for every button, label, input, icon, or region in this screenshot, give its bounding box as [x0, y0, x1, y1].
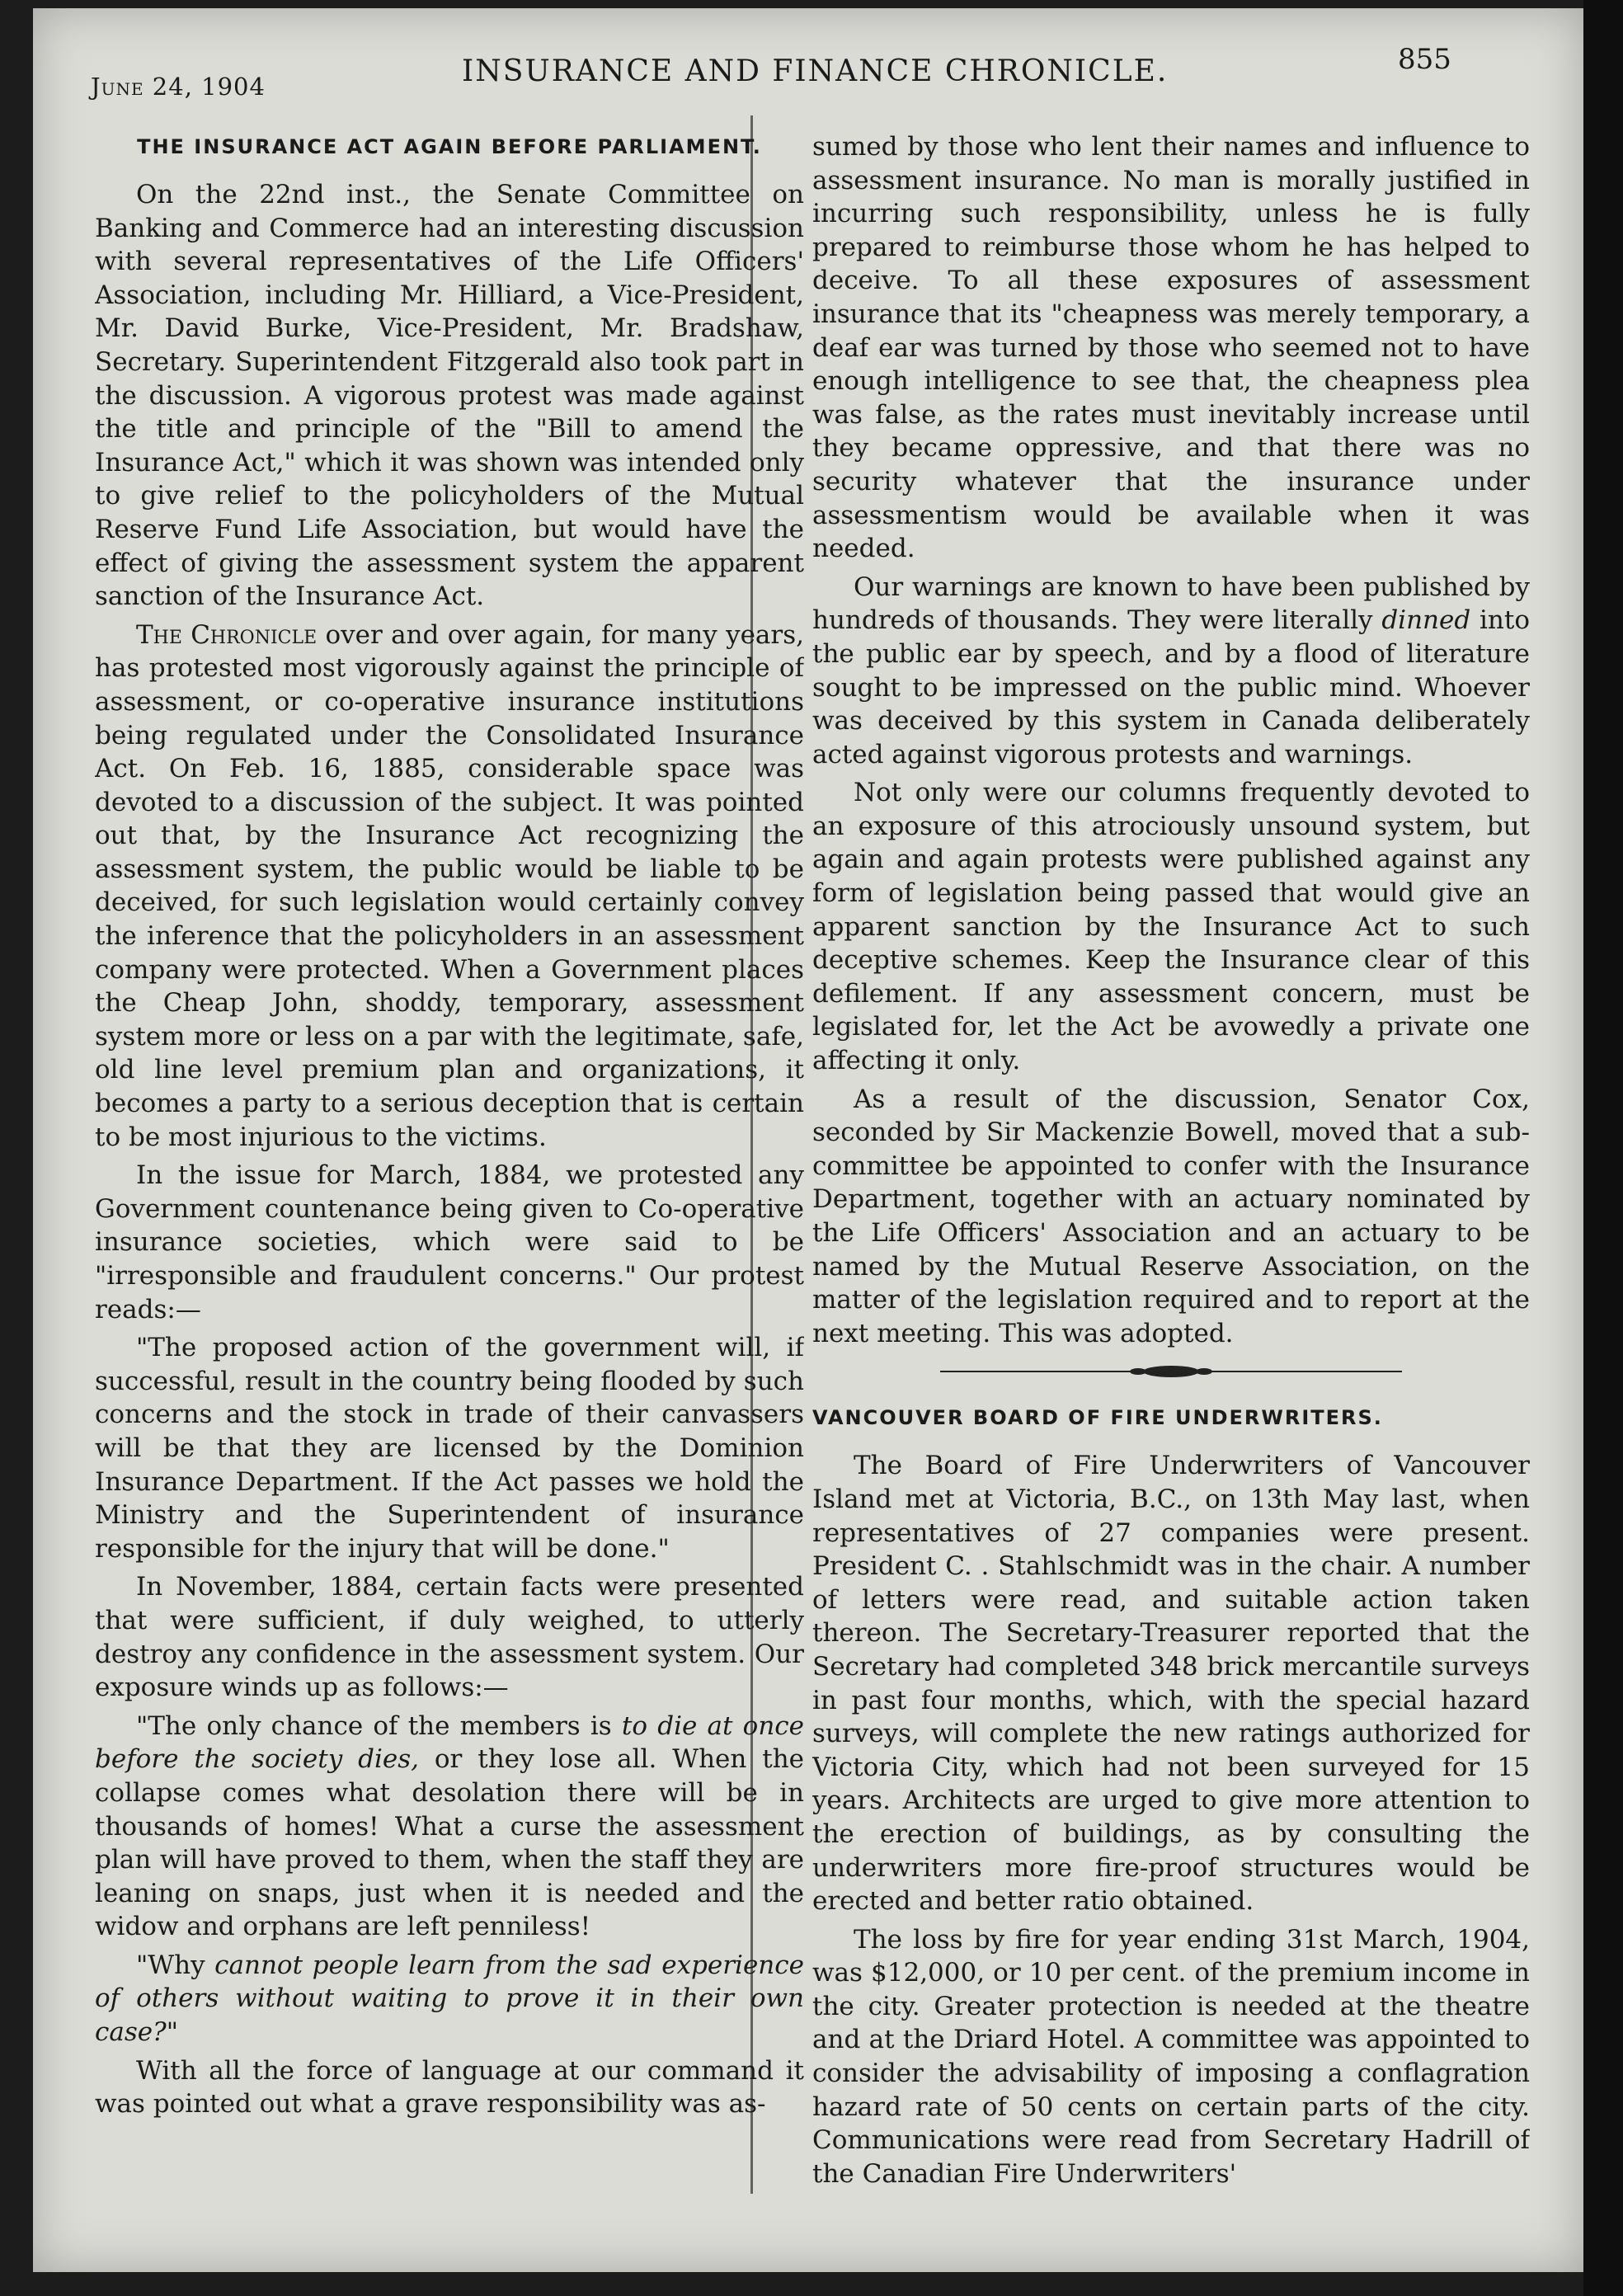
article-paragraph: In the issue for March, 1884, we protested any Government countenance being given to Co-operative insurance societies, which were said to be "irresponsible and fraudulent concerns." Our protest reads:—	[95, 1160, 804, 1324]
newspaper-page	[33, 8, 1583, 2272]
publication-title: INSURANCE AND FINANCE CHRONICLE.	[462, 54, 1169, 88]
article-paragraph: As a result of the discussion, Senator Cox, seconded by Sir Mackenzie Bowell, moved that a sub-committee be appointed to confer with the Insurance Department, together with an actuary nominated by the Life Officers' Association and an actuary to be named by the Mutual Reserve Association, on the matter of the legislation required and to report at the next meeting. This was adopted.	[812, 1084, 1530, 1348]
article-paragraph: Not only were our columns frequently devoted to an exposure of this atrociously unsound system, but again and again protests were published against any form of legislation being passed that would give an apparent sanction by the Insurance Act to such deceptive schemes. Keep the Insurance clear of this defilement. If any assessment concern, must be legislated for, let the Act be avowedly a private one affecting it only.	[812, 778, 1530, 1076]
left-column	[95, 130, 804, 2192]
italic-word: dinned	[1381, 605, 1471, 636]
article-paragraph	[812, 571, 1530, 772]
section-divider-ornament	[812, 1362, 1530, 1383]
paragraph-text: "Why	[136, 1950, 215, 1980]
article-paragraph: The loss by fire for year ending 31st March, 1904, was $12,000, or 10 per cent. of the premium income in the city. Greater protection is needed at the theatre and at the Driard Hotel. A committee was appointed to consider the advisability of imposing a conflagration hazard rate of 50 cents on certain parts of the city. Communications were read from Secretary Hadrill of the Canadian Fire Underwriters'	[812, 1924, 1530, 2189]
chronicle-name: The Chronicle	[136, 619, 318, 650]
page-header	[33, 41, 1583, 99]
quoted-paragraph: "The proposed action of the government will, if successful, result in the country being flooded by such concerns and the stock in trade of their canvassers will be that they are licensed by the Dominion Insurance Department. If the Act passes we hold the Ministry and the Superintendent of insurance responsible for the injury that will be done."	[95, 1333, 804, 1564]
article-paragraph: With all the force of language at our command it was pointed out what a grave responsibility was as-	[95, 2055, 804, 2120]
italic-phrase: cannot people learn from the sad experience of others without waiting to prove it in their own case?	[95, 1950, 804, 2048]
issue-date: June 24, 1904	[91, 73, 266, 101]
article-paragraph: On the 22nd inst., the Senate Committee on Banking and Commerce had an interesting discussion with several representatives of the Life Officers' Association, including Mr. Hilliard, a Vice-President, Mr. David Burke, Vice-President, Mr. Bradshaw, Secretary. Superintendent Fitzgerald also took part in the discussion. A vigorous protest was made against the title and principle of the "Bill to amend the Insurance Act," which it was shown was intended only to give relief to the policyholders of the Mutual Reserve Fund Life Association, but would have the effect of giving the assessment system the apparent sanction of the Insurance Act.	[95, 180, 804, 612]
article-paragraph	[95, 619, 804, 1155]
paragraph-text: into the public ear by speech, and by a flood of literature sought to be impressed on the public mind. Whoever was deceived by this system in Canada deliberately acted against vigorous protests and warnings.	[812, 605, 1530, 769]
article-paragraph: The Board of Fire Underwriters of Vancouver Island met at Victoria, B.C., on 13th May last, when representatives of 27 companies were present. President C. . Stahlschmidt was in the chair. A number of letters were read, and suitable action taken thereon. The Secretary-Treasurer reported that the Secretary had completed 348 brick mercantile surveys in past four months, which, with the special hazard surveys, will complete the new ratings authorized for Victoria City, which had not been surveyed for 15 years. Architects are urged to give more attention to the erection of buildings, as by consulting the underwriters more fire-proof structures would be erected and better ratio obtained.	[812, 1451, 1530, 1917]
quoted-paragraph	[95, 1949, 804, 2049]
paragraph-text: "	[166, 2017, 178, 2048]
paragraph-text: "The only chance of the members is	[136, 1710, 622, 1741]
article-paragraph: sumed by those who lent their names and influence to assessment insurance. No man is morally justified in incurring such responsibility, unless he is fully prepared to reimburse those whom he has helped to deceive. To all these exposures of assessment insurance that its "cheapness was merely temporary, a deaf ear was turned by those who seemed not to have enough intelligence to see that, the cheapness plea was false, as the rates must inevitably increase until they became oppressive, and that there was no security whatever that the insurance under assessmentism would be available when it was needed.	[812, 132, 1530, 564]
page-number: 855	[1398, 43, 1451, 76]
article-title: VANCOUVER BOARD OF FIRE UNDERWRITERS.	[812, 1406, 1383, 1430]
paragraph-text: over and over again, for many years, has protested most vigorously against the principle of assessment, or co-operative insurance institutions being regulated under the Consolidated Insurance Act. On Feb. 16, 1885, considerable space was devoted to a discussion of the subject. It was pointed out that, by the Insurance Act recognizing the assessment system, the public would be liable to be deceived, for such legislation would certainly convey the inference that the policyholders in an assessment company were protected. When a Government places the Cheap John, shoddy, temporary, assessment system more or less on a par with the legitimate, safe, old line level premium plan and organizations, it becomes a party to a serious deception that is certain to be most injurious to the victims.	[95, 619, 804, 1152]
paragraph-text: Our warnings are known to have been published by hundreds of thousands. They were literally	[812, 572, 1530, 636]
scan-border	[1583, 0, 1623, 2296]
italic-phrase: to die at once before the society dies,	[95, 1710, 804, 1775]
article-title: THE INSURANCE ACT AGAIN BEFORE PARLIAMENT.	[137, 135, 762, 158]
article-paragraph: In November, 1884, certain facts were presented that were sufficient, if duly weighed, to utterly destroy any confidence in the assessment system. Our exposure winds up as follows:—	[95, 1572, 804, 1703]
paragraph-text: or they lose all. When the collapse comes what desolation there will be in thousands of homes! What a curse the assessment plan will have proved to them, when the staff they are leaning on snaps, just when it is needed and the widow and orphans are left penniless!	[95, 1744, 804, 1942]
right-column	[812, 130, 1530, 2192]
quoted-paragraph	[95, 1710, 804, 1944]
ornament-rule-icon	[940, 1362, 1402, 1381]
